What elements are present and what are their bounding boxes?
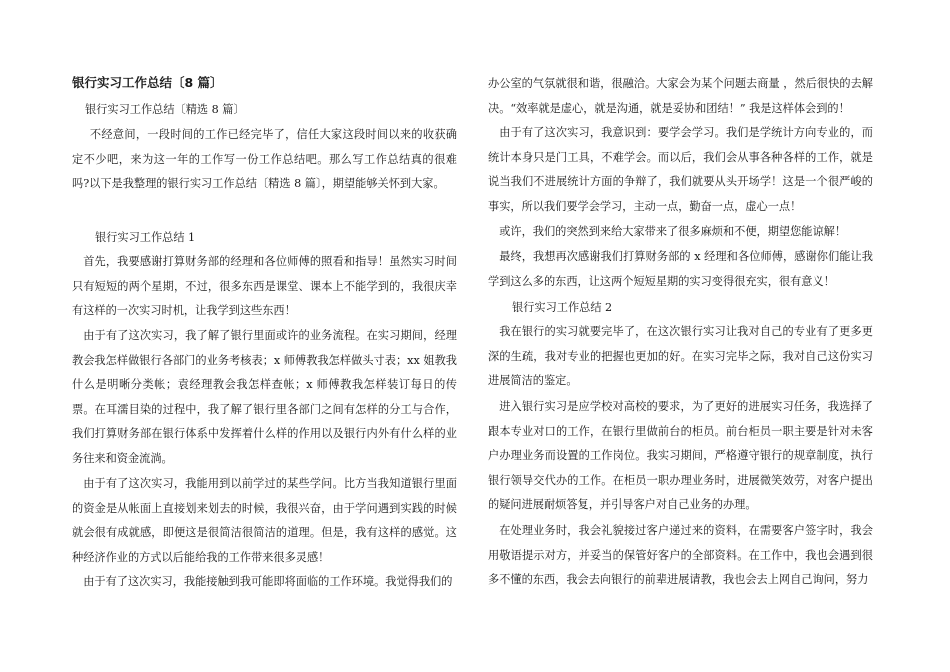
s1-p5-text: 由于有了这次实习，我意识到：要学会学习。我们是学统计方向专业的，而统计本身只是门工具，不难学会。而以后，我们会从事各种各样的工作，就是说当我们不进展统计方面的争辩了，我们就要从头开场学！这是一个很严峻的事实，所以我们要学会学习，主动一点，勤奋一点，虚心一点！ <box>488 126 873 213</box>
s1-p6-text: 或许，我们的突然到来给大家带来了很多麻烦和不便，期望您能谅解！ <box>499 225 847 238</box>
s1-paragraph-7 <box>488 245 873 294</box>
s1-paragraph-1 <box>72 250 457 324</box>
s1-paragraph-2 <box>72 324 457 472</box>
s1-p2-text: 由于有了这次实习，我了解了银行里面或许的业务流程。在实习期间，经理教会我怎样做银行各部门的业务考核表；x 师傅教我怎样做头寸表；xx 姐教我什么是明晰分类帐；袁经理教会我怎样查帐；x 师傅教我怎样装订每日的传票。在耳濡目染的过程中，我了解了银行里各部门之间有怎样的分工与合作，我们打算财务部在银行体系中发挥着什么样的作用以及银行内外有什么样的业务往来和资金流淌。 <box>72 329 457 465</box>
s1-p3-text: 由于有了这次实习，我能用到以前学过的某些学问。比方当我知道银行里面的资金是从帐面上直接划来划去的时候，我很兴奋，由于学问遇到实践的时候就会很有成就感，即便这是很简洁很简洁的道理。但是，我有这样的感觉。这种经济作业的方式以后能给我的工作带来很多灵感！ <box>72 477 457 564</box>
s2-paragraph-2 <box>488 395 873 518</box>
s1-p7-text: 最终，我想再次感谢我们打算财务部的 x 经理和各位师傅，感谢你们能让我学到这么多的东西，让这两个短短星期的实习变得很充实，很有意义！ <box>488 250 873 288</box>
section-1-heading: 银行实习工作总结 1 <box>95 231 196 244</box>
s1-p4-text: 由于有了这次实习，我能接触到我可能即将面临的工作环境。我觉得我们的 <box>83 575 453 588</box>
document-title: 银行实习工作总结〔8 篇〕 <box>72 75 223 90</box>
s1-paragraph-5 <box>488 121 873 219</box>
document-subtitle: 银行实习工作总结〔精选 8 篇〕 <box>85 103 245 116</box>
s2-p2-text: 进入银行实习是应学校对高校的要求，为了更好的进展实习任务，我选择了跟本专业对口的工作，在银行里做前台的柜员。前台柜员一职主要是针对未客户办理业务而设置的工作岗位。我实习期间，严格遵守银行的规章制度，执行银行领导交代办的工作。在柜员一职办理业务时，进展微笑效劳，对客户提出的疑问进展耐烦答复，并引导客户对自己业务的办理。 <box>488 400 873 512</box>
s2-p1-text: 我在银行的实习就要完毕了，在这次银行实习让我对自己的专业有了更多更深的生疏，我对专业的把握也更加的好。在实习完毕之际，我对自己这份实习进展简洁的鉴定。 <box>488 325 873 388</box>
s1-paragraph-6 <box>488 220 873 245</box>
section-2-heading: 银行实习工作总结 2 <box>512 301 613 314</box>
s1-paragraph-4-continued <box>488 72 873 121</box>
intro-text: 不经意间，一段时间的工作已经完毕了，信任大家这段时间以来的收获确定不少吧，来为这一年的工作写一份工作总结吧。那么写工作总结真的很难吗?以下是我整理的银行实习工作总结〔精选 8 篇〕，期望能够关怀到大家。 <box>72 128 457 191</box>
s2-paragraph-1 <box>488 320 873 394</box>
intro-paragraph <box>72 123 457 197</box>
s1-p4-continued-text: 办公室的气氛就很和谐，很融洽。大家会为某个问题去商量 ，然后很快的去解决。“效率就是虚心，就是沟通，就是妥协和团结！” 我是这样体会到的！ <box>488 77 873 115</box>
s2-paragraph-3 <box>488 519 873 593</box>
s1-paragraph-4 <box>72 570 457 595</box>
s1-paragraph-3 <box>72 472 457 570</box>
s2-p3-text: 在处理业务时，我会礼貌接过客户递过来的资料，在需要客户签字时，我会用敬语提示对方，并妥当的保管好客户的全部资料。在工作中，我也会遇到很多不懂的东西，我会去向银行的前辈进展请教，我也会去上网自己询问，努力 <box>488 524 873 587</box>
s1-p1-text: 首先，我要感谢打算财务部的经理和各位师傅的照看和指导！虽然实习时间只有短短的两个星期，不过，很多东西是课堂、课本上不能学到的，我很庆幸有这样的一次实习时机，让我学到这些东西！ <box>72 255 457 318</box>
